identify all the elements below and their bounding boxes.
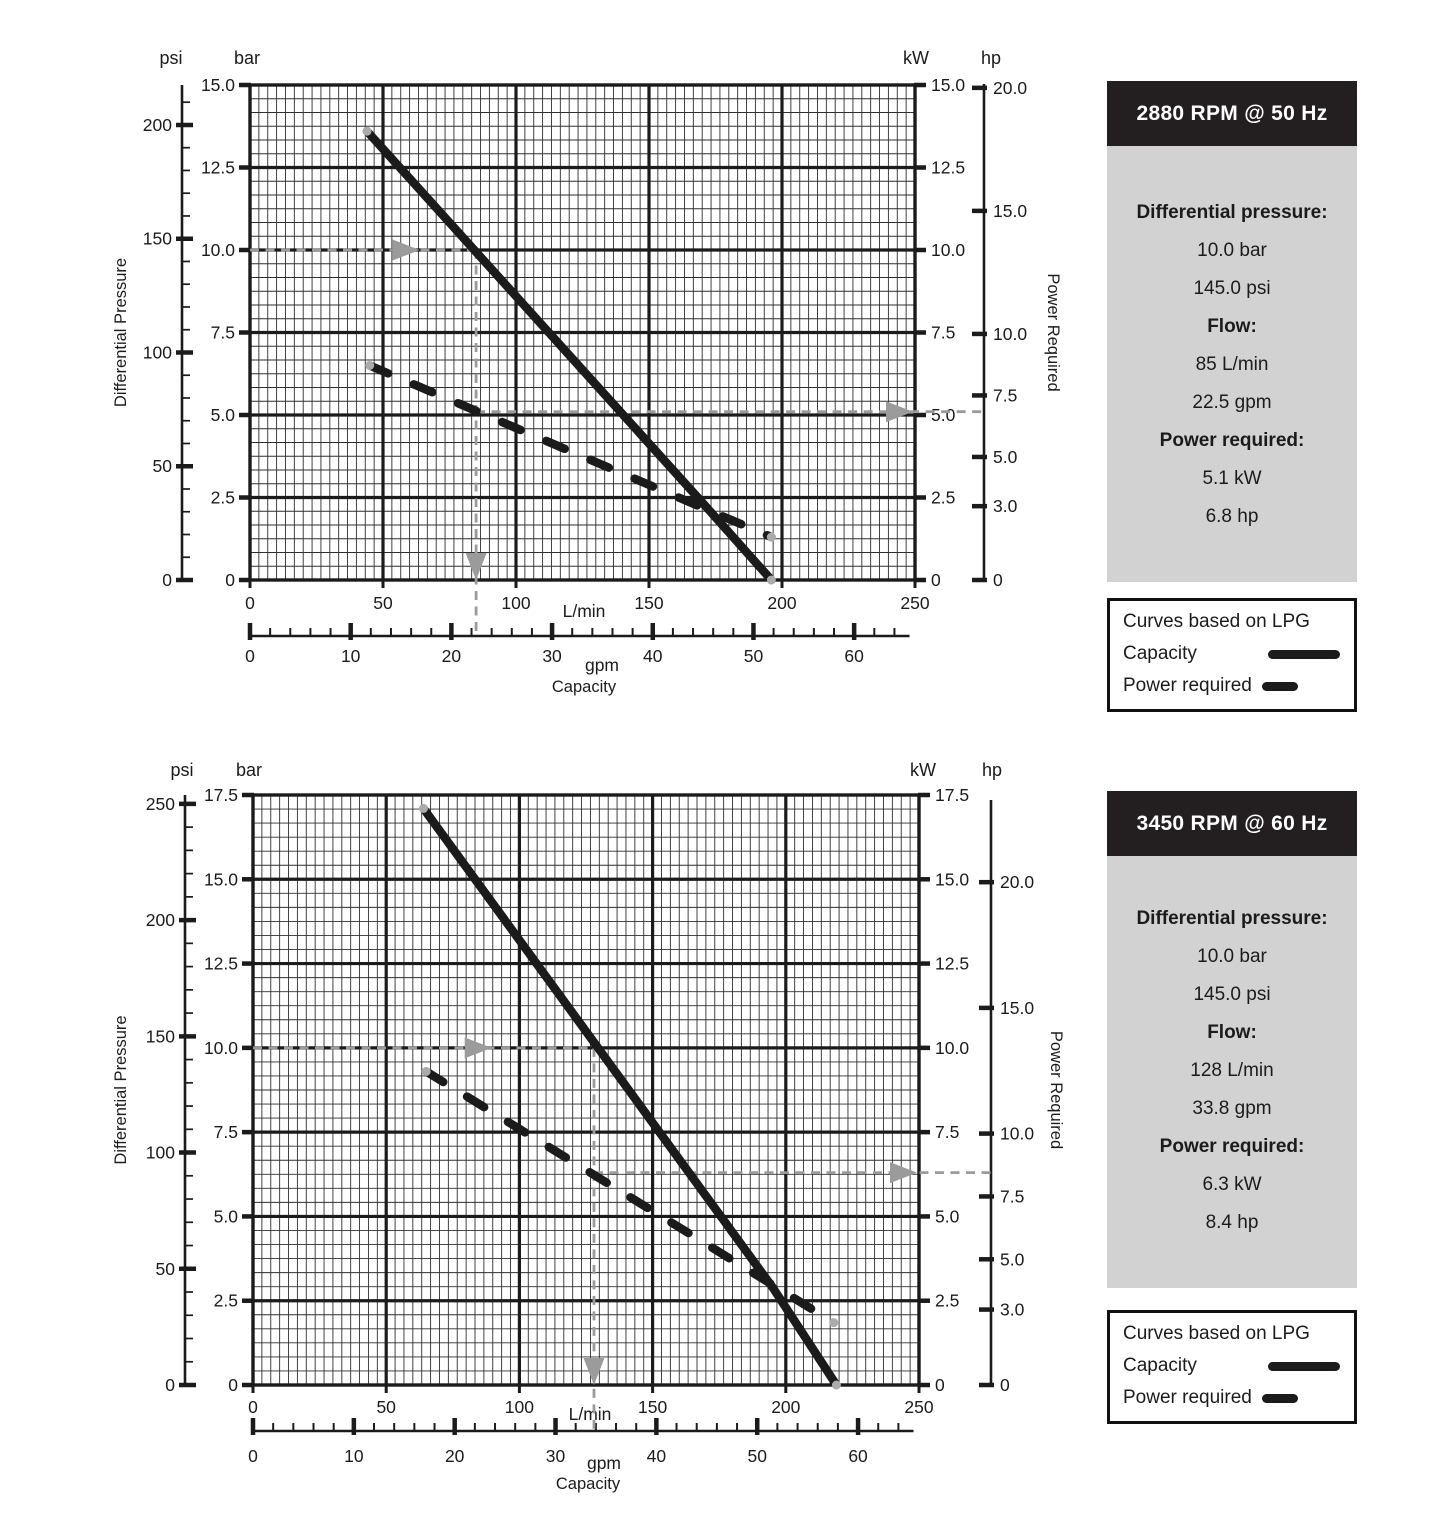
bar-header: bar	[233, 48, 261, 68]
psi-tick-label: 150	[142, 228, 172, 249]
psi-tick-label: 100	[145, 1142, 175, 1163]
info-box-50hz-body	[1107, 146, 1357, 582]
kw-tick-label: 0	[931, 570, 941, 590]
hp-tick-label: 20.0	[993, 77, 1028, 98]
pump-curve-chart-1	[112, 48, 1062, 696]
psi-tick-label: 50	[155, 1258, 175, 1279]
grid-minor	[253, 795, 919, 1385]
axis-unit-headers	[159, 48, 1001, 68]
lmin-tick-label: 250	[904, 1397, 934, 1417]
psi-tick-label: 0	[165, 1375, 175, 1395]
curve-endpoint-dot	[419, 804, 428, 813]
lmin-tick-label: 250	[900, 593, 930, 613]
hp-tick-label: 15.0	[1000, 997, 1035, 1018]
hp-tick-label: 15.0	[993, 200, 1028, 221]
curve-endpoint-dot	[422, 1067, 431, 1076]
hp-tick-label: 0	[1000, 1375, 1010, 1395]
gpm-tick-label: 50	[747, 1446, 767, 1466]
hp-tick-label: 10.0	[1000, 1123, 1035, 1144]
power-line-swatch	[1262, 682, 1298, 691]
legend-box-50hz	[1107, 598, 1357, 712]
operating-point-arrows	[250, 250, 984, 636]
psi-tick-label: 50	[152, 456, 172, 477]
lmin-tick-label: 200	[767, 593, 797, 613]
curve-endpoint-dot	[767, 533, 776, 542]
hp-header: hp	[981, 760, 1003, 780]
pressure-arrowhead	[393, 240, 420, 261]
bar-tick-label: 10.0	[200, 240, 235, 260]
info-line: 145.0 psi	[1193, 984, 1271, 1005]
gpm-tick-label: 40	[643, 646, 663, 666]
legend-capacity-label: Capacity	[1123, 1355, 1197, 1376]
psi-tick-label: 200	[142, 114, 172, 135]
hp-tick-label: 3.0	[1000, 1299, 1025, 1320]
bar-axis	[204, 785, 254, 1395]
psi-axis	[146, 794, 196, 1395]
lmin-tick-label: 150	[634, 593, 664, 613]
bar-tick-label: 17.5	[203, 785, 238, 805]
hp-tick-label: 5.0	[1000, 1249, 1025, 1270]
gpm-tick-label: 40	[646, 1446, 667, 1466]
info-box-60hz-header: 3450 RPM @ 60 Hz	[1107, 791, 1357, 856]
psi-tick-label: 250	[145, 793, 175, 814]
bar-header: bar	[235, 760, 263, 780]
legend-power-label: Power required	[1123, 675, 1252, 696]
grid-major	[250, 85, 915, 580]
pressure-arrowhead	[465, 1037, 492, 1058]
lmin-tick-label: 50	[373, 593, 393, 613]
lmin-tick-label: 0	[248, 1397, 258, 1417]
kw-header: kW	[903, 48, 929, 68]
info-line: 145.0 psi	[1193, 278, 1271, 299]
hp-tick-label: 0	[993, 570, 1003, 590]
psi-axis	[143, 85, 193, 590]
curve-endpoint-dot	[365, 361, 374, 370]
gpm-tick-label: 30	[542, 646, 562, 666]
hp-tick-label: 7.5	[993, 385, 1018, 406]
capacity-curve	[424, 809, 837, 1386]
bar-tick-label: 5.0	[213, 1206, 238, 1227]
gpm-tick-label: 0	[248, 1446, 258, 1466]
kw-tick-label: 17.5	[935, 785, 970, 805]
legend-title: Curves based on LPG	[1123, 1323, 1310, 1344]
kw-tick-label: 10.0	[935, 1037, 970, 1058]
lmin-tick-label: 150	[637, 1397, 668, 1417]
hp-axis	[972, 78, 1027, 590]
lmin-tick-label: 0	[245, 593, 255, 613]
bar-tick-label: 5.0	[210, 405, 235, 425]
gpm-tick-label: 10	[344, 1446, 364, 1466]
legend-capacity-label: Capacity	[1123, 643, 1197, 664]
bar-tick-label: 15.0	[200, 75, 235, 95]
info-box-60hz	[1107, 791, 1357, 1288]
hp-tick-label: 20.0	[1000, 872, 1035, 893]
power-line-swatch	[1262, 1394, 1298, 1403]
lmin-tick-label: 100	[504, 1397, 535, 1417]
info-line: 6.8 hp	[1205, 506, 1259, 527]
gpm-tick-label: 30	[545, 1446, 566, 1466]
info-line: 10.0 bar	[1197, 946, 1267, 967]
info-box-50hz	[1107, 81, 1357, 582]
gpm-axis	[248, 1418, 913, 1493]
gpm-tick-label: 20	[441, 646, 462, 666]
kw-tick-label: 15.0	[935, 869, 970, 890]
psi-header: psi	[170, 760, 194, 780]
kw-tick-label: 2.5	[931, 487, 956, 508]
hp-axis	[979, 800, 1034, 1395]
power-arrowhead	[890, 1162, 917, 1183]
lmin-tick-label: 200	[771, 1397, 801, 1417]
axis-unit-headers	[170, 760, 1002, 780]
operating-point-arrows	[253, 1048, 991, 1431]
info-line: Flow:	[1207, 316, 1257, 337]
kw-tick-label: 2.5	[935, 1290, 960, 1311]
left-axis-title: Differential Pressure	[112, 1015, 130, 1165]
lmin-axis	[245, 580, 930, 621]
legend-power-label: Power required	[1123, 1387, 1252, 1408]
x-axis-title: Capacity	[555, 1475, 621, 1493]
info-line: 5.1 kW	[1202, 468, 1262, 489]
gpm-tick-label: 60	[844, 646, 864, 666]
bar-tick-label: 0	[225, 570, 235, 590]
kw-tick-label: 10.0	[931, 240, 966, 260]
info-line: Power required:	[1159, 1136, 1305, 1157]
info-line: 33.8 gpm	[1192, 1098, 1272, 1119]
psi-tick-label: 200	[145, 910, 175, 931]
hp-tick-label: 10.0	[993, 323, 1028, 344]
lmin-tick-label: 50	[376, 1397, 396, 1417]
info-line: Differential pressure:	[1136, 202, 1328, 223]
bar-tick-label: 10.0	[203, 1037, 238, 1058]
bar-tick-label: 2.5	[210, 487, 235, 508]
kw-tick-label: 12.5	[931, 157, 966, 178]
arrowheads	[465, 1037, 917, 1385]
info-box-50hz-header: 2880 RPM @ 50 Hz	[1107, 81, 1357, 146]
power-arrowhead	[886, 401, 913, 422]
bar-tick-label: 12.5	[200, 157, 235, 178]
gpm-tick-label: 60	[848, 1446, 868, 1466]
lmin-unit-label: L/min	[568, 1404, 612, 1424]
kw-tick-label: 7.5	[931, 322, 956, 343]
flow-arrowhead	[583, 1358, 604, 1385]
bar-tick-label: 0	[228, 1375, 238, 1395]
kw-tick-label: 7.5	[935, 1122, 960, 1143]
kw-tick-label: 15.0	[931, 75, 966, 95]
curve-endpoint-dot	[832, 1381, 841, 1390]
info-box-60hz-body	[1107, 856, 1357, 1288]
capacity-line-swatch	[1268, 650, 1340, 659]
hp-tick-label: 5.0	[993, 446, 1018, 467]
gpm-tick-label: 0	[245, 646, 255, 666]
info-line: Differential pressure:	[1136, 908, 1328, 929]
curve-endpoint-dot	[829, 1318, 838, 1327]
curve-endpoint-dot	[363, 127, 372, 136]
curve-endpoint-dot	[767, 576, 776, 585]
legend-box-60hz	[1107, 1310, 1357, 1424]
info-line: Power required:	[1159, 430, 1305, 451]
hp-tick-label: 3.0	[993, 496, 1018, 517]
right-axis-title: Power Required	[1044, 273, 1062, 392]
legend-row-power	[1123, 675, 1342, 697]
psi-tick-label: 150	[145, 1026, 175, 1047]
hp-tick-label: 7.5	[1000, 1186, 1025, 1207]
x-axis-title: Capacity	[551, 678, 617, 696]
pump-curve-chart-2	[112, 760, 1065, 1493]
bar-tick-label: 7.5	[213, 1122, 238, 1143]
legend-title: Curves based on LPG	[1123, 611, 1310, 632]
lmin-axis	[248, 1385, 934, 1424]
kw-tick-label: 5.0	[931, 405, 956, 425]
psi-tick-label: 100	[142, 342, 172, 363]
lmin-tick-label: 100	[501, 593, 531, 613]
bar-tick-label: 7.5	[210, 322, 235, 343]
bar-axis	[201, 75, 251, 590]
info-line: 85 L/min	[1195, 354, 1269, 375]
kw-header: kW	[910, 760, 936, 780]
kw-tick-label: 0	[935, 1375, 945, 1395]
info-line: 22.5 gpm	[1192, 392, 1272, 413]
kw-axis	[914, 75, 965, 590]
info-line: Flow:	[1207, 1022, 1257, 1043]
hp-header: hp	[980, 48, 1002, 68]
legend-row-capacity	[1123, 1355, 1342, 1377]
capacity-line-swatch	[1268, 1362, 1340, 1371]
legend-row-capacity	[1123, 643, 1342, 665]
right-axis-title: Power Required	[1047, 1030, 1065, 1150]
kw-axis	[918, 785, 969, 1395]
bar-tick-label: 12.5	[203, 953, 238, 974]
info-line: 128 L/min	[1190, 1060, 1274, 1081]
gpm-axis	[245, 623, 909, 696]
lmin-unit-label: L/min	[562, 601, 606, 621]
gpm-unit-label: gpm	[586, 1453, 622, 1473]
gpm-tick-label: 20	[444, 1446, 465, 1466]
psi-header: psi	[159, 48, 183, 68]
gpm-tick-label: 50	[743, 646, 764, 666]
kw-tick-label: 5.0	[935, 1206, 960, 1227]
power-required-curve	[426, 1072, 834, 1323]
psi-tick-label: 0	[162, 570, 172, 590]
bar-tick-label: 15.0	[203, 869, 238, 890]
legend-row-power	[1123, 1387, 1342, 1409]
bar-tick-label: 2.5	[213, 1290, 238, 1311]
left-axis-title: Differential Pressure	[112, 257, 130, 408]
info-line: 6.3 kW	[1202, 1174, 1262, 1195]
gpm-tick-label: 10	[340, 646, 361, 666]
info-line: 8.4 hp	[1205, 1212, 1259, 1233]
kw-tick-label: 12.5	[935, 953, 970, 974]
info-line: 10.0 bar	[1197, 240, 1267, 261]
gpm-unit-label: gpm	[584, 655, 620, 675]
